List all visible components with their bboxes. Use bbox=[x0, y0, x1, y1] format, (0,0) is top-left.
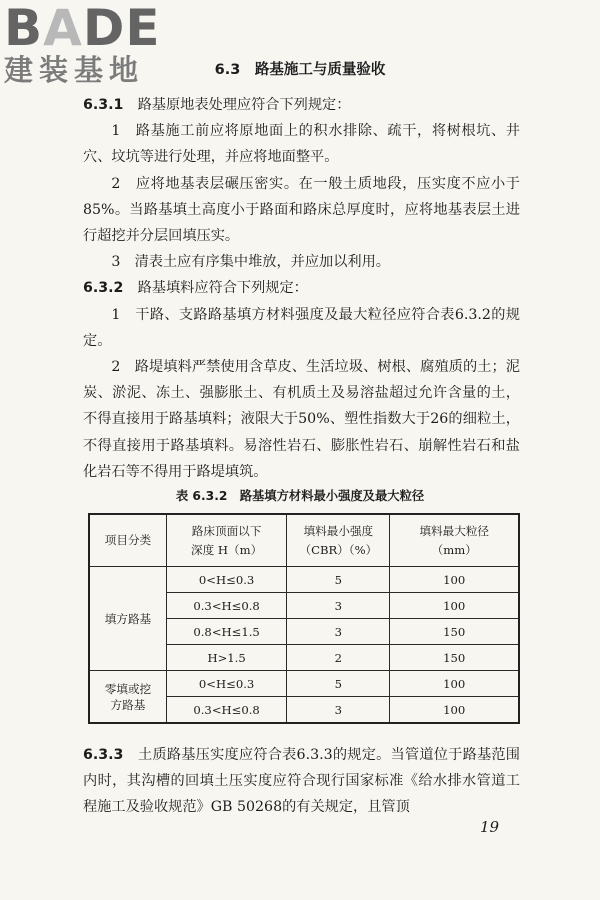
cell-cbr: 3 bbox=[287, 619, 390, 645]
cell-size: 100 bbox=[390, 697, 519, 724]
cell-size: 150 bbox=[390, 645, 519, 671]
cell-cbr: 5 bbox=[287, 567, 390, 593]
clause-6-3-3: 6.3.3 土质路基压实度应符合表6.3.3的规定。当管道位于路基范围内时，其沟槽的回填土压实度应符合现行国家标准《给水排水管道工程施工及验收规范》GB 50268的有关规定，且管顶 bbox=[83, 747, 520, 816]
cell-cbr: 3 bbox=[287, 593, 390, 619]
cell-size: 100 bbox=[390, 567, 519, 593]
header-cbr: 填料最小强度 （CBR）（%） bbox=[287, 514, 390, 567]
table-row bbox=[89, 567, 519, 593]
header-size: 填料最大粒径 （mm） bbox=[390, 514, 519, 567]
logo-subtitle: 建装基地 bbox=[4, 53, 145, 87]
group-cut-subgrade: 零填或挖 方路基 bbox=[89, 671, 166, 724]
cell-depth: 0.3<H≤0.8 bbox=[166, 697, 286, 724]
table-row bbox=[89, 671, 519, 697]
cell-cbr: 5 bbox=[287, 671, 390, 697]
cell-cbr: 3 bbox=[287, 697, 390, 724]
cell-depth: H>1.5 bbox=[166, 645, 286, 671]
group-fill-subgrade: 填方路基 bbox=[89, 567, 166, 671]
cell-size: 100 bbox=[390, 593, 519, 619]
header-depth: 路床顶面以下 深度 H（m） bbox=[166, 514, 286, 567]
clause-6-3-2-item-1: 1 干路、支路路基填方材料强度及最大粒径应符合表6.3.2的规定。 bbox=[83, 306, 520, 349]
body-text bbox=[83, 92, 520, 485]
cell-depth: 0<H≤0.3 bbox=[166, 671, 286, 697]
cell-depth: 0.3<H≤0.8 bbox=[166, 593, 286, 619]
clause-6-3-1: 6.3.1 路基原地表处理应符合下列规定： bbox=[83, 97, 351, 113]
table-caption: 表 6.3.2 路基填方材料最小强度及最大粒径 bbox=[175, 489, 425, 503]
cell-cbr: 2 bbox=[287, 645, 390, 671]
logo-mark: BADE bbox=[4, 0, 161, 57]
clause-6-3-1-item-3: 3 清表土应有序集中堆放，并应加以利用。 bbox=[111, 254, 390, 271]
cell-depth: 0<H≤0.3 bbox=[166, 567, 286, 593]
page-number: 19 bbox=[480, 818, 500, 836]
spec-table bbox=[88, 513, 520, 724]
cell-depth: 0.8<H≤1.5 bbox=[166, 619, 286, 645]
cell-size: 100 bbox=[390, 671, 519, 697]
clause-6-3-1-item-2: 2 应将地基表层碾压密实。在一般土质地段，压实度不应小于85%。当路基填土高度小于路面和路床总厚度时，应将地基表层土进行超挖并分层回填压实。 bbox=[83, 175, 520, 245]
section-title: 6.3 路基施工与质量验收 bbox=[214, 62, 386, 78]
body-text-continued bbox=[83, 742, 520, 821]
header-category: 项目分类 bbox=[89, 514, 166, 567]
clause-6-3-2-item-2: 2 路堤填料严禁使用含草皮、生活垃圾、树根、腐殖质的土；泥炭、淤泥、冻土、强膨胀土、有机质土及易溶盐超过允许含量的土，不得直接用于路基填料；液限大于50%、塑性指数大于26的细粒土，不得直接用于路基填料。易溶性岩石、膨胀性岩石、崩解性岩石和盐化岩石等不得用于路堤填筑。 bbox=[83, 359, 520, 480]
cell-size: 150 bbox=[390, 619, 519, 645]
table-header-row bbox=[89, 514, 519, 567]
clause-6-3-1-item-1: 1 路基施工前应将原地面上的积水排除、疏干，将树根坑、井穴、坟坑等进行处理，并应将地面整平。 bbox=[83, 123, 520, 166]
clause-6-3-2: 6.3.2 路基填料应符合下列规定： bbox=[83, 280, 308, 297]
